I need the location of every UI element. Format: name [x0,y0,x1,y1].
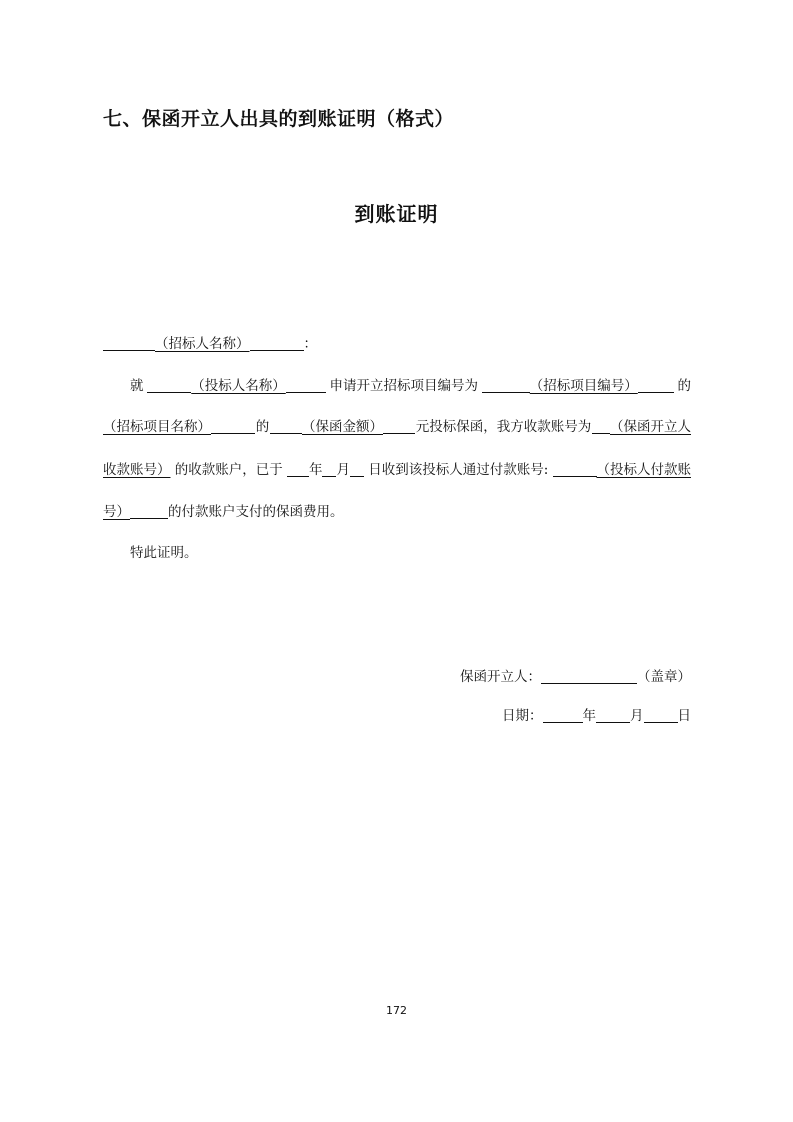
payer-account-placeholder-1: （投标人付款账 [596,462,691,478]
date-month-label: 月 [630,708,644,724]
body-guarantee-text: 元投标保函，我方收款账号为 [415,419,592,435]
project-code-field [482,376,674,396]
addressee-line [103,334,691,354]
date-label: 日期： [502,708,543,724]
body-line-4 [103,502,691,522]
seal-label: （盖章） [637,669,691,685]
bidder-name-field [147,376,326,396]
project-name-field [103,417,255,437]
receiver-account-placeholder-2: 收款账号） [103,462,171,478]
addressee-blank-left [103,336,155,351]
body-received-text: 日收到该投标人通过付款账号: [368,462,549,478]
bidder-name-placeholder: （投标人名称） [191,378,286,394]
date-year-label: 年 [582,708,596,724]
section-title: 七、保函开立人出具的到账证明（格式） [103,108,455,130]
body-of-1: 的 [677,378,691,394]
guarantee-amount-field [270,417,415,437]
received-month-blank [322,462,336,477]
body-line-1 [130,376,691,396]
payer-account-field-start [553,460,692,480]
received-day-blank [350,462,364,477]
document-title: 到账证明 [354,202,439,226]
body-line-2 [103,417,691,437]
date-day-blank [644,708,678,723]
date-month-blank [596,708,630,723]
received-year-label: 年 [308,462,323,478]
body-prefix: 就 [130,378,144,394]
addressee-colon: ： [303,336,317,352]
date-year-blank [543,708,583,723]
body-account-text: 的收款账户，已于 [174,462,283,478]
date-day-label: 日 [677,708,691,724]
issuer-signature-line [460,667,691,687]
addressee-placeholder: （招标人名称） [155,336,250,352]
issuer-label: 保函开立人： [460,669,541,685]
closing-text: 特此证明。 [130,545,198,561]
project-name-placeholder: （招标项目名称） [103,419,211,435]
receiver-account-field-start [592,417,691,437]
receiver-account-placeholder-1: （保函开立人 [610,419,691,435]
guarantee-amount-placeholder: （保函金额） [302,419,383,435]
received-month-label: 月 [336,462,350,478]
body-line-3 [103,460,691,480]
issuer-blank [541,669,637,684]
received-year-blank [287,462,309,477]
page-number: 172 [386,1004,407,1017]
body-tail-text: 的付款账户支付的保函费用。 [168,504,344,520]
received-date [287,460,364,480]
body-of-2: 的 [255,419,270,435]
signature-date-line [502,706,691,726]
body-apply-text: 申请开立招标项目编号为 [329,378,478,394]
project-code-placeholder: （招标项目编号） [529,378,638,394]
receiver-account-field-end [103,460,171,480]
addressee-blank-right [250,336,304,351]
payer-account-placeholder-2: 号） [103,504,130,520]
payer-account-blank [130,504,168,519]
